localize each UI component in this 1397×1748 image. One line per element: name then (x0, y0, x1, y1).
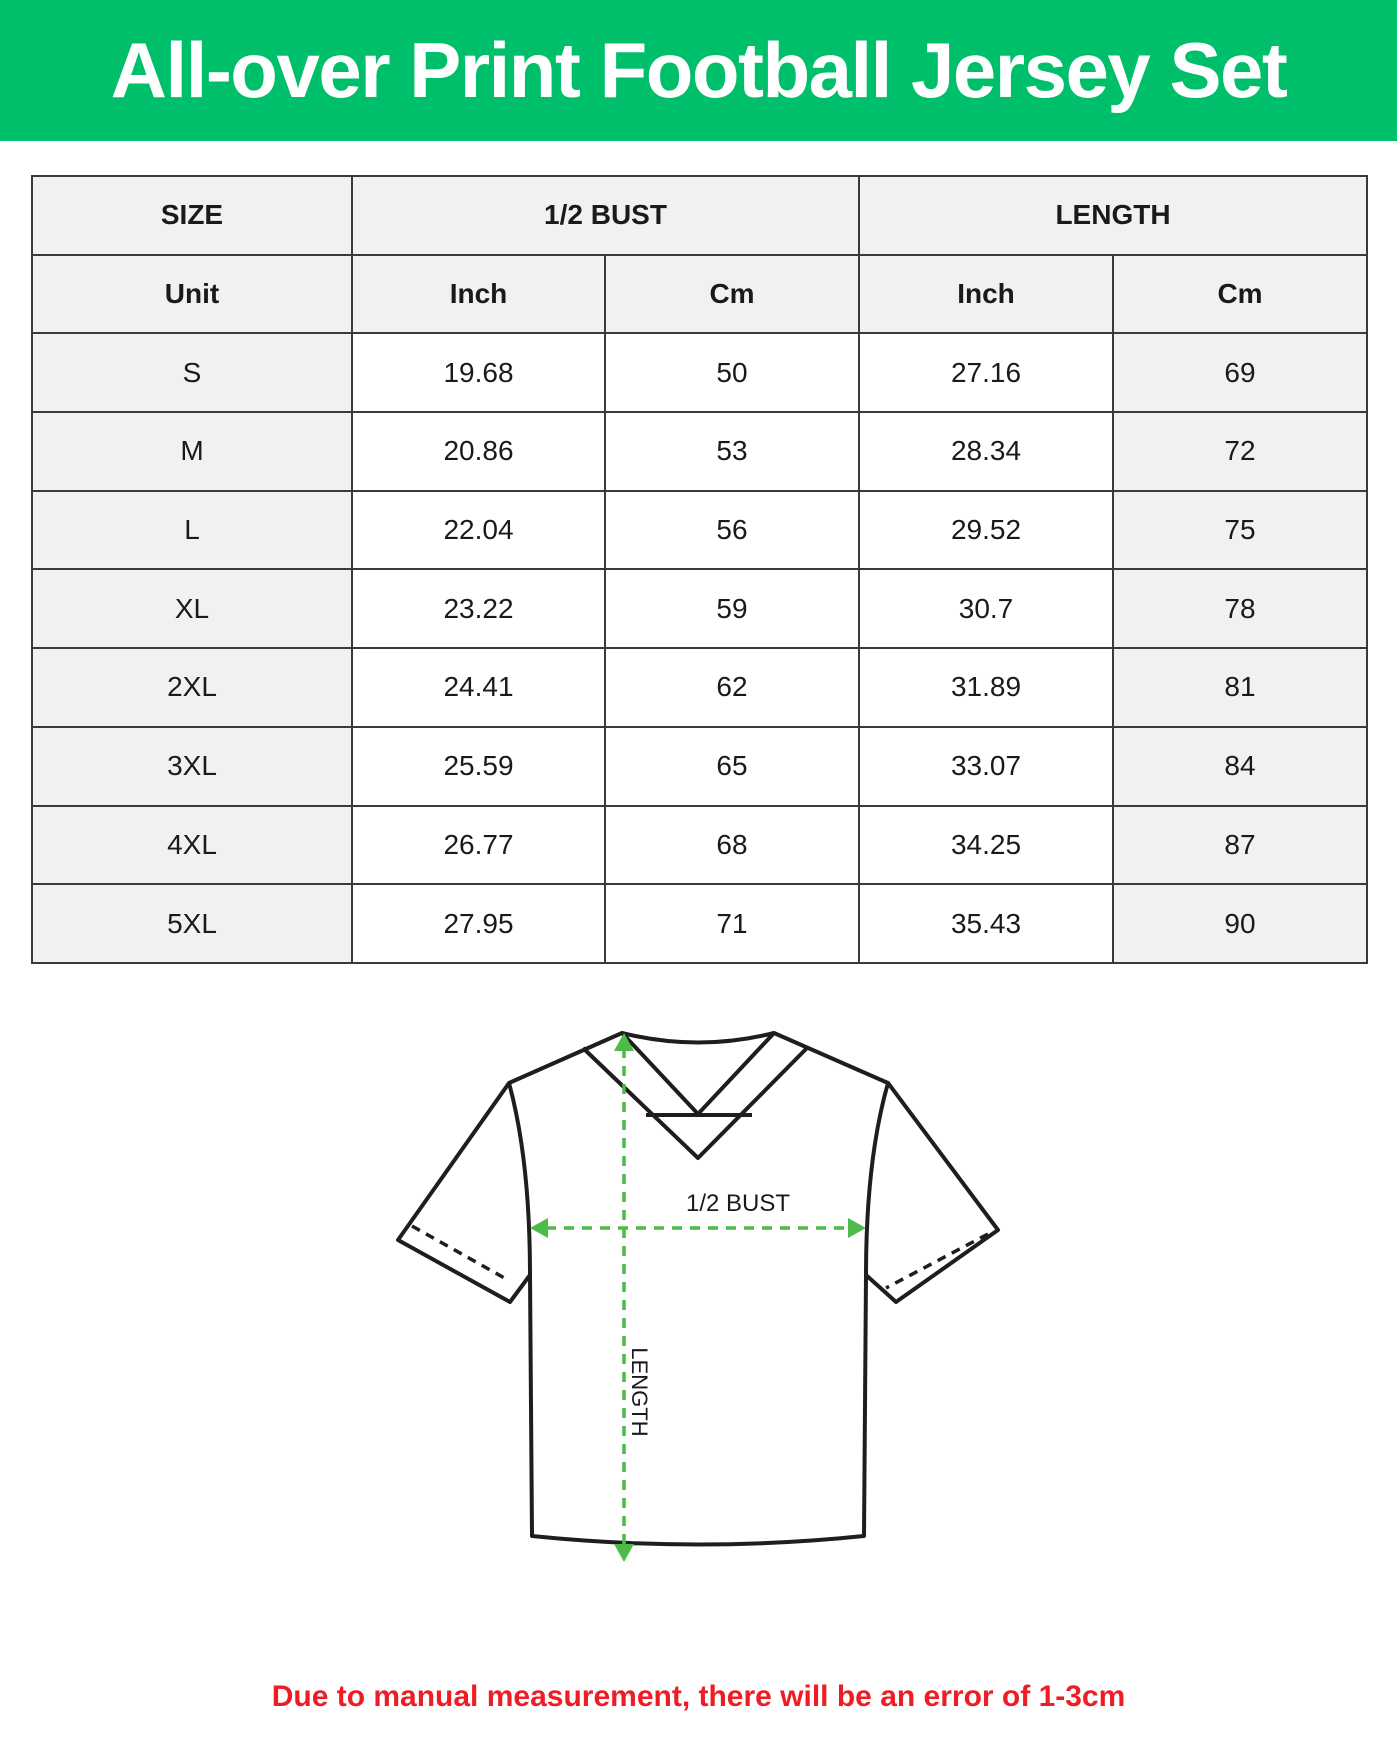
bust-cm-cell: 71 (605, 884, 859, 963)
table-row (32, 648, 1367, 727)
bust-inch-cell: 23.22 (352, 569, 605, 648)
size-cell: 2XL (32, 648, 352, 727)
table-row (32, 491, 1367, 570)
table-header-row (32, 176, 1367, 255)
length-cm-cell: 75 (1113, 491, 1367, 570)
unit-row (32, 255, 1367, 334)
length-cm-cell: 78 (1113, 569, 1367, 648)
length-arrow-bottom-icon (614, 1544, 634, 1562)
size-header: SIZE (32, 176, 352, 255)
bust-inch-cell: 19.68 (352, 333, 605, 412)
page-title: All-over Print Football Jersey Set (110, 26, 1287, 114)
table-row (32, 727, 1367, 806)
size-cell: 3XL (32, 727, 352, 806)
length-inch-cell: 28.34 (859, 412, 1113, 491)
bust-inch-cell: 24.41 (352, 648, 605, 727)
bust-cm-cell: 53 (605, 412, 859, 491)
bust-inch-cell: 26.77 (352, 806, 605, 885)
bust-cm-cell: 62 (605, 648, 859, 727)
jersey-outline (398, 1033, 998, 1545)
length-cm-cell: 69 (1113, 333, 1367, 412)
length-inch-unit: Inch (859, 255, 1113, 334)
table-row (32, 333, 1367, 412)
size-cell: 5XL (32, 884, 352, 963)
measurement-note: Due to manual measurement, there will be an error of 1-3cm (271, 1680, 1126, 1713)
length-cm-cell: 90 (1113, 884, 1367, 963)
title-banner (0, 0, 1397, 141)
length-label: LENGTH (627, 1347, 652, 1437)
length-inch-cell: 27.16 (859, 333, 1113, 412)
table-row (32, 806, 1367, 885)
length-cm-cell: 87 (1113, 806, 1367, 885)
length-inch-cell: 29.52 (859, 491, 1113, 570)
table-row (32, 884, 1367, 963)
table-row (32, 569, 1367, 648)
table-row (32, 412, 1367, 491)
length-inch-cell: 33.07 (859, 727, 1113, 806)
length-inch-cell: 35.43 (859, 884, 1113, 963)
bust-inch-cell: 27.95 (352, 884, 605, 963)
bust-cm-unit: Cm (605, 255, 859, 334)
length-header: LENGTH (859, 176, 1367, 255)
bust-cm-cell: 65 (605, 727, 859, 806)
length-inch-cell: 30.7 (859, 569, 1113, 648)
unit-label: Unit (32, 255, 352, 334)
length-inch-cell: 31.89 (859, 648, 1113, 727)
bust-cm-cell: 50 (605, 333, 859, 412)
bust-inch-cell: 25.59 (352, 727, 605, 806)
bust-header: 1/2 BUST (352, 176, 859, 255)
v-neck-jersey-outline-icon (0, 990, 1397, 1670)
size-cell: M (32, 412, 352, 491)
bust-inch-cell: 22.04 (352, 491, 605, 570)
length-cm-cell: 84 (1113, 727, 1367, 806)
size-cell: XL (32, 569, 352, 648)
length-cm-cell: 81 (1113, 648, 1367, 727)
size-cell: 4XL (32, 806, 352, 885)
bust-cm-cell: 68 (605, 806, 859, 885)
bust-cm-cell: 59 (605, 569, 859, 648)
bust-cm-cell: 56 (605, 491, 859, 570)
length-inch-cell: 34.25 (859, 806, 1113, 885)
size-cell: L (32, 491, 352, 570)
bust-label: 1/2 BUST (685, 1190, 791, 1217)
length-cm-cell: 72 (1113, 412, 1367, 491)
size-chart-table (31, 175, 1368, 964)
length-cm-unit: Cm (1113, 255, 1367, 334)
size-cell: S (32, 333, 352, 412)
bust-inch-unit: Inch (352, 255, 605, 334)
jersey-diagram (0, 990, 1397, 1670)
bust-inch-cell: 20.86 (352, 412, 605, 491)
